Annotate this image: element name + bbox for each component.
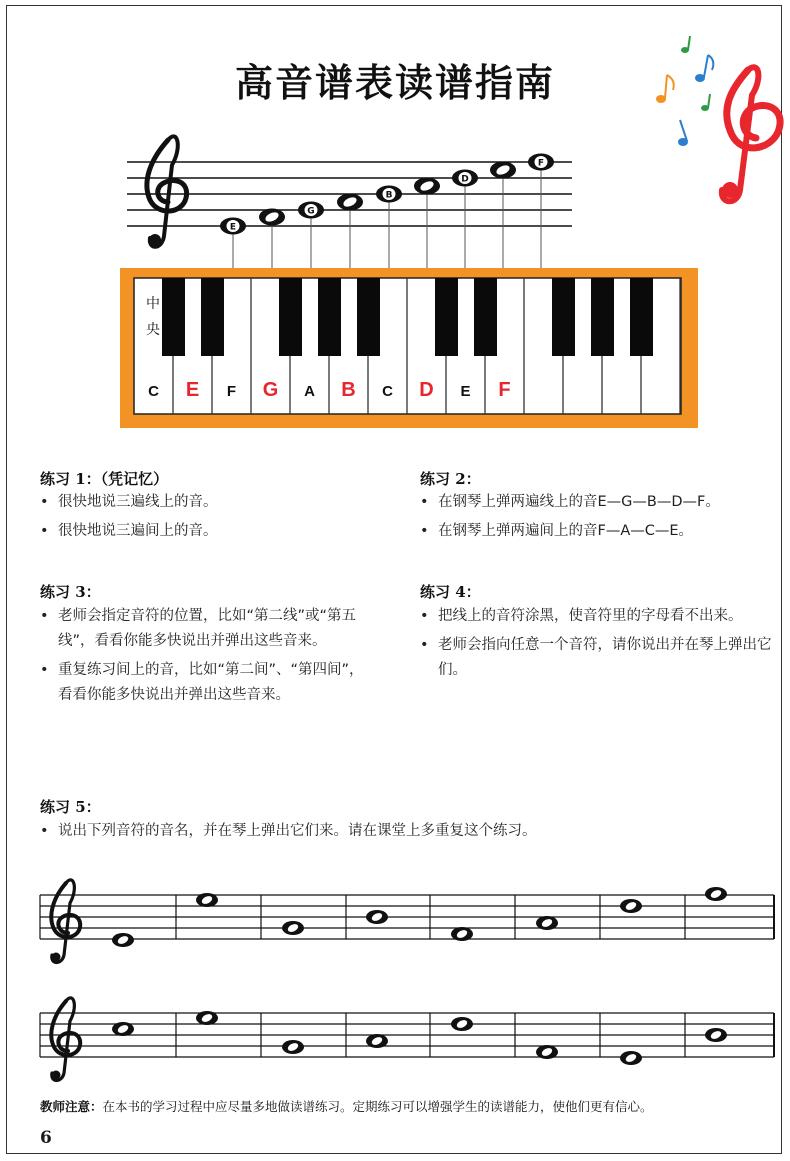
black-key xyxy=(318,278,341,356)
staff-note xyxy=(376,186,402,203)
staff-note xyxy=(490,162,516,179)
white-key xyxy=(148,383,159,400)
list-item: • 把线上的音符涂黑，使音符里的字母看不出来。 xyxy=(418,604,773,629)
black-key xyxy=(357,278,380,356)
exercise-3-title: 练习 3： xyxy=(40,583,101,601)
key-letter: D xyxy=(419,379,434,401)
white-key xyxy=(498,379,510,401)
staff-note xyxy=(337,194,363,211)
list-item: • 重复练习间上的音，比如“第二间”、“第四间”，看看你能多快说出并弹出这些音来。 xyxy=(38,658,378,708)
white-key xyxy=(186,379,199,401)
key-letter: C xyxy=(382,383,393,400)
list-item: • 很快地说三遍间上的音。 xyxy=(38,519,378,544)
exercise-1-list xyxy=(38,490,378,548)
staff-note xyxy=(414,178,440,195)
staff-note xyxy=(220,218,246,235)
white-key xyxy=(460,383,470,400)
note-letter: E xyxy=(229,222,237,233)
note-letter: F xyxy=(537,158,545,169)
list-item: • 老师会指定音符的位置，比如“第二线”或“第五线”，看看你能多快说出并弹出这些音来。 xyxy=(38,604,378,654)
black-key xyxy=(591,278,614,356)
teacher-note-text: 在本书的学习过程中应尽量多地做读谱练习。定期练习可以增强学生的读谱能力，使他们更有信心。 xyxy=(102,1099,653,1114)
key-letter: E xyxy=(460,383,471,400)
staff-note xyxy=(452,170,478,187)
black-key xyxy=(630,278,653,356)
key-letter: F xyxy=(226,383,237,400)
teacher-note xyxy=(40,1097,653,1115)
exercise-2-title: 练习 2： xyxy=(420,470,481,488)
white-key xyxy=(227,383,236,400)
list-item: • 老师会指向任意一个音符，请你说出并在琴上弹出它们。 xyxy=(418,633,773,683)
exercise-5-title: 练习 5： xyxy=(40,798,101,816)
key-letter: B xyxy=(341,379,356,401)
white-key xyxy=(263,379,279,401)
exercise-2-list xyxy=(418,490,773,548)
list-item: • 很快地说三遍线上的音。 xyxy=(38,490,378,515)
exercise-3-list xyxy=(38,604,378,712)
white-key xyxy=(304,383,315,400)
teacher-note-label: 教师注意： xyxy=(40,1099,103,1114)
treble-clef-icon xyxy=(147,136,187,246)
black-key xyxy=(435,278,458,356)
black-key xyxy=(162,278,185,356)
note-letter: D xyxy=(461,174,469,185)
key-letter: G xyxy=(262,379,279,401)
exercise-4-title: 练习 4： xyxy=(420,583,481,601)
black-key xyxy=(474,278,497,356)
page-number: 6 xyxy=(40,1128,52,1148)
page-title: 高音谱表读谱指南 xyxy=(234,61,555,105)
black-key xyxy=(201,278,224,356)
list-item: • 说出下列音符的音名，并在琴上弹出它们来。请在课堂上多重复这个练习。 xyxy=(38,819,758,844)
exercise-4-list xyxy=(418,604,773,687)
keyboard xyxy=(120,268,698,428)
exercise-5-list xyxy=(38,819,758,848)
key-letter: C xyxy=(148,383,159,400)
black-key xyxy=(552,278,575,356)
white-key xyxy=(382,383,393,400)
list-item: • 在钢琴上弹两遍间上的音F—A—C—E。 xyxy=(418,519,773,544)
key-letter: A xyxy=(304,383,315,400)
staff-note xyxy=(298,202,324,219)
staff-note xyxy=(259,209,285,226)
note-letter: G xyxy=(307,206,315,217)
key-letter: E xyxy=(185,379,200,401)
note-letter: B xyxy=(385,190,393,201)
staff-keyboard-diagram xyxy=(0,0,790,440)
keyboard-side-label: 中 xyxy=(146,296,160,312)
keyboard-side-label: 央 xyxy=(146,322,160,338)
exercise-1-title: 练习 1：（凭记忆） xyxy=(40,470,169,488)
black-key xyxy=(279,278,302,356)
key-letter: F xyxy=(498,379,511,401)
white-key xyxy=(419,379,433,401)
list-item: • 在钢琴上弹两遍线上的音E—G—B—D—F。 xyxy=(418,490,773,515)
white-key xyxy=(341,379,355,401)
staff-note xyxy=(528,154,554,171)
